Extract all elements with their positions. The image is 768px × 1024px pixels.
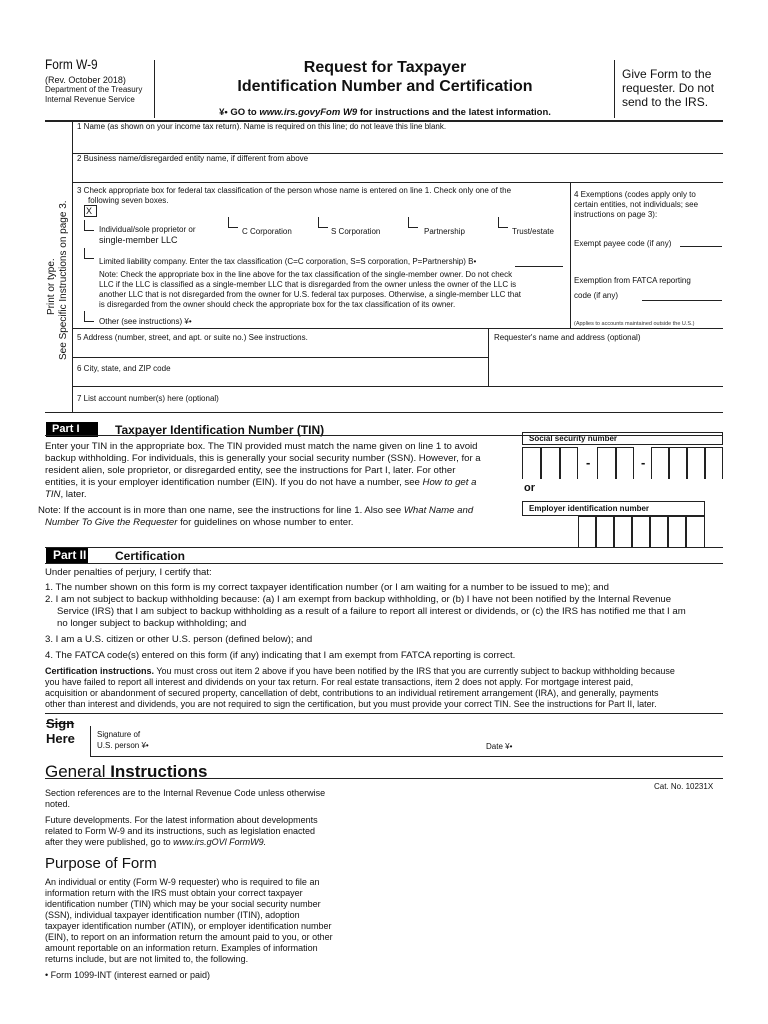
future-dev-link[interactable]: www.irs.gOVl FormW9. <box>173 837 267 847</box>
note-line-1: Note: Check the appropriate box in the line above for the tax classification of the single-member owner. Do not check <box>99 270 513 279</box>
ein-digit[interactable] <box>632 516 650 548</box>
header-divider-right <box>614 60 615 118</box>
partnership-label: Partnership <box>424 227 465 236</box>
ssn-digit[interactable] <box>597 447 616 479</box>
ssn-digit[interactable] <box>705 447 723 479</box>
title-line1: Request for Taxpayer <box>303 59 467 76</box>
rule-after-line6 <box>72 386 723 387</box>
exemptions-line-2: certain entities, not individuals; see <box>574 200 699 209</box>
purpose-line-2: information return with the IRS must obtain your correct taxpayer <box>45 888 303 898</box>
requester-field[interactable] <box>492 344 722 384</box>
line2-business-field[interactable] <box>76 165 721 181</box>
goto-line <box>160 107 610 118</box>
line3-label-a: 3 Check appropriate box for federal tax classification of the person whose name is entered on line 1. Check only one of the <box>77 186 512 195</box>
cert-instructions-text: You must cross out item 2 above if you have been notified by the IRS that you are currently subject to backup withholding because <box>154 666 675 676</box>
general-rule <box>45 778 723 779</box>
ssn-dash: - <box>586 455 591 470</box>
cert-item-3: 3. I am a U.S. citizen or other U.S. person (defined below); and <box>45 634 313 645</box>
form-revision: (Rev. October 2018) <box>45 75 126 85</box>
part1-note-2-text: for guidelines on whose number to enter. <box>177 517 354 528</box>
sign-divider <box>90 726 91 756</box>
line5-label: 5 Address (number, street, and apt. or suite no.) See instructions. <box>77 333 308 342</box>
llc-classification-field[interactable] <box>515 266 563 267</box>
exemptions-line-3: instructions on page 3): <box>574 210 658 219</box>
checkbox-individual[interactable] <box>84 205 97 217</box>
note-line-4: is disregarded from the owner should check the appropriate box for the tax classification of its owner. <box>99 300 456 309</box>
checkbox-llc[interactable] <box>84 248 94 259</box>
cert-item-2-line-3: no longer subject to backup withholding; and <box>57 618 247 629</box>
cert-item-4: 4. The FATCA code(s) entered on this form (if any) indicating that I am exempt from FATCA reporting is correct. <box>45 650 516 661</box>
part1-para-5-italic: TIN <box>45 489 61 500</box>
cert-instructions-3: acquisition or abandonment of secured property, cancellation of debt, contributions to an individual retirement arrangement (IRA), and generally, payments <box>45 688 659 698</box>
fatca-label-1: Exemption from FATCA reporting <box>574 276 691 285</box>
line2-label: 2 Business name/disregarded entity name, if different from above <box>77 154 309 163</box>
section-ref-1: Section references are to the Internal Revenue Code unless otherwise <box>45 788 326 798</box>
requester-label: Requester's name and address (optional) <box>494 333 641 342</box>
exempt-payee-field[interactable] <box>680 246 722 247</box>
part1-para-2: backup withholding. For individuals, this is generally your social security number (SSN). However, for a <box>45 453 481 464</box>
ssn-digit[interactable] <box>669 447 687 479</box>
title-line2: Identification Number and Certification <box>237 78 533 95</box>
cert-instructions-4: other than interest and dividends, you are not required to sign the certification, but you must provide your correct TIN. See the instructions for Part II, later. <box>45 699 657 709</box>
ein-digit[interactable] <box>668 516 686 548</box>
give-form-note: Give Form to the requester. Do not send to the IRS. <box>622 67 715 109</box>
checkbox-individual-tick <box>84 220 94 231</box>
part1-para-4 <box>45 477 476 489</box>
line6-label: 6 City, state, and ZIP code <box>77 364 171 373</box>
ssn-digit[interactable] <box>560 447 578 479</box>
part1-note-1 <box>38 505 473 517</box>
signature-label-2: U.S. person ¥• <box>97 741 149 750</box>
future-dev-1: Future developments. For the latest information about developments <box>45 815 318 825</box>
rule-after-line7 <box>45 412 723 413</box>
ein-digit[interactable] <box>614 516 632 548</box>
checkbox-other[interactable] <box>84 311 94 322</box>
checkbox-trust[interactable] <box>498 217 508 228</box>
side-print-or-type: Print or type. <box>46 258 57 315</box>
part2-top-rule <box>45 547 723 548</box>
part1-note-2 <box>45 517 353 529</box>
here-label: Here <box>46 731 75 746</box>
purpose-title: Purpose of Form <box>45 855 157 872</box>
purpose-line-3: identification number (TIN) which may be your social security number <box>45 899 321 909</box>
form-name: Form W-9 <box>45 56 98 72</box>
side-border <box>72 122 73 412</box>
part1-para-3: resident alien, sole proprietor, or disregarded entity, see the instructions for Part I, later. For other <box>45 465 456 476</box>
goto-suffix: for instructions and the latest information. <box>357 107 551 118</box>
date-field[interactable] <box>520 732 720 754</box>
cert-item-1: 1. The number shown on this form is my correct taxpayer identification number (or I am waiting for a number to be issued to me); and <box>45 582 609 593</box>
line1-name-field[interactable] <box>76 133 721 151</box>
future-dev-3-text: after they were published, go to <box>45 837 174 847</box>
section-ref-2: noted. <box>45 799 71 809</box>
exemptions-divider <box>570 182 571 328</box>
other-label: Other (see instructions) ¥• <box>99 317 192 326</box>
bullet-1099-int: • Form 1099-INT (interest earned or paid) <box>45 970 211 980</box>
part1-label: Part I <box>46 422 98 437</box>
check-mark: X <box>86 206 93 216</box>
cert-item-2-line-1: 2. I am not subject to backup withholding because: (a) I am exempt from backup withholding, or (b) I have not been notified by the Internal Revenue <box>45 594 672 605</box>
goto-url[interactable]: www.irs.govyFom W9 <box>259 107 358 118</box>
sign-label: Sign <box>46 716 75 731</box>
individual-label-1: Individual/sole proprietor or <box>99 225 196 234</box>
ssn-digit[interactable] <box>541 447 560 479</box>
general-title-plain: General <box>45 762 111 781</box>
ein-digit[interactable] <box>578 516 596 548</box>
line3-label-b: following seven boxes. <box>88 196 169 205</box>
fatca-label-2: code (if any) <box>574 291 619 300</box>
exempt-payee-label: Exempt payee code (if any) <box>574 239 672 248</box>
line7-label: 7 List account number(s) here (optional) <box>77 394 219 403</box>
part1-para-5 <box>45 489 87 501</box>
sign-top-rule <box>45 713 723 714</box>
ssn-digit[interactable] <box>687 447 705 479</box>
trust-label: Trust/estate <box>512 227 554 236</box>
part2-rule <box>45 563 723 564</box>
or-label: or <box>524 482 535 494</box>
part1-para-1: Enter your TIN in the appropriate box. The TIN provided must match the name given on line 1 to avoid <box>45 441 478 452</box>
department: Department of the Treasury <box>45 85 143 94</box>
goto-prefix: ¥• GO to <box>219 107 260 118</box>
individual-label-2: single-member LLC <box>99 235 178 245</box>
cert-instructions-bold: Certification instructions. <box>45 666 155 676</box>
line7-account-field[interactable] <box>76 403 721 411</box>
part1-note-2-italic: Number To Give the Requester <box>45 517 178 528</box>
ein-digit[interactable] <box>686 516 705 548</box>
ein-label-box <box>522 501 705 516</box>
part2-intro: Under penalties of perjury, I certify that: <box>45 567 212 578</box>
ssn-label-box <box>522 432 723 445</box>
ssn-digit[interactable] <box>522 447 541 479</box>
cat-no: Cat. No. 10231X <box>654 782 714 791</box>
llc-label: Limited liability company. Enter the tax classification (C=C corporation, S=S corporation, P=Partnership) B• <box>99 257 477 266</box>
part2-title: Certification <box>115 549 186 563</box>
note-line-2: LLC if the LLC is classified as a single-member LLC that is disregarded from the owner unless the owner of the LLC is <box>99 280 517 289</box>
future-dev-3 <box>45 837 266 848</box>
checkbox-partnership[interactable] <box>408 217 418 228</box>
checkbox-c-corp[interactable] <box>228 217 238 228</box>
part1-title: Taxpayer Identification Number (TIN) <box>115 423 325 437</box>
purpose-line-7: amount reportable on an information return. Examples of information <box>45 943 318 953</box>
cert-instructions-1 <box>45 666 675 677</box>
checkbox-s-corp[interactable] <box>318 217 328 228</box>
fatca-field[interactable] <box>642 300 722 301</box>
sign-bottom-rule <box>90 756 723 757</box>
purpose-line-8: returns include, but are not limited to, the following. <box>45 954 249 964</box>
rule-after-line3 <box>72 328 723 329</box>
c-corp-label: C Corporation <box>242 227 292 236</box>
ssn-digit[interactable] <box>616 447 634 479</box>
signature-field[interactable] <box>160 728 470 754</box>
applies-note: (Applies to accounts maintained outside the U.S.) <box>574 321 695 327</box>
ein-label: Employer identification number <box>529 504 650 513</box>
service: Internal Revenue Service <box>45 95 135 104</box>
purpose-line-4: (SSN), individual taxpayer identification number (ITIN), adoption <box>45 910 300 920</box>
side-see-specific: See Specific Instructions on page 3. <box>58 200 69 360</box>
note-line-3: another LLC that is not disregarded from the owner for U.S. federal tax purposes. Otherwise, a single-member LLC that <box>99 290 521 299</box>
ssn-dash: - <box>641 455 646 470</box>
purpose-line-6: (EIN), to report on an information return the amount paid to you, or other <box>45 932 333 942</box>
header-divider-left <box>154 60 155 118</box>
general-instructions-title <box>45 762 208 782</box>
part2-label: Part II <box>46 548 88 563</box>
rule-after-line5 <box>72 357 488 358</box>
future-dev-2: related to Form W-9 and its instructions, such as legislation enacted <box>45 826 315 836</box>
ssn-label: Social security number <box>529 434 618 443</box>
cert-instructions-2: you have failed to report all interest and dividends on your tax return. For real estate transactions, item 2 does not apply. For mortgage interest paid, <box>45 677 634 687</box>
part1-para-4-italic: How to get a <box>422 477 477 488</box>
purpose-line-5: taxpayer identification number (ATIN), or employer identification number <box>45 921 332 931</box>
part1-note-1-text: Note: If the account is in more than one name, see the instructions for line 1. Also see <box>38 505 404 516</box>
ein-digit[interactable] <box>596 516 614 548</box>
general-title-bold: Instructions <box>110 762 208 781</box>
ein-digit[interactable] <box>650 516 668 548</box>
signature-label-1: Signature of <box>97 730 141 739</box>
line6-city-field[interactable] <box>76 374 484 385</box>
line5-address-field[interactable] <box>76 344 484 356</box>
requester-divider <box>488 328 489 386</box>
part1-para-5-text: , later. <box>60 489 87 500</box>
part1-para-4-text: entities, it is your employer identification number (EIN). If you do not have a number, see <box>45 477 423 488</box>
exemptions-line-1: 4 Exemptions (codes apply only to <box>574 190 696 199</box>
date-label: Date ¥• <box>486 742 513 751</box>
rule-after-line2 <box>72 182 723 183</box>
line1-label: 1 Name (as shown on your income tax return). Name is required on this line; do not leave this line blank. <box>77 122 447 131</box>
s-corp-label: S Corporation <box>331 227 381 236</box>
part1-note-1-italic: What Name and <box>403 505 474 516</box>
cert-item-2-line-2: Service (IRS) that I am subject to backup withholding as a result of a failure to report all interest or dividends, or (c) the IRS has notified me that I am <box>57 606 686 617</box>
ssn-digit[interactable] <box>651 447 669 479</box>
purpose-line-1: An individual or entity (Form W-9 requester) who is required to file an <box>45 877 320 887</box>
